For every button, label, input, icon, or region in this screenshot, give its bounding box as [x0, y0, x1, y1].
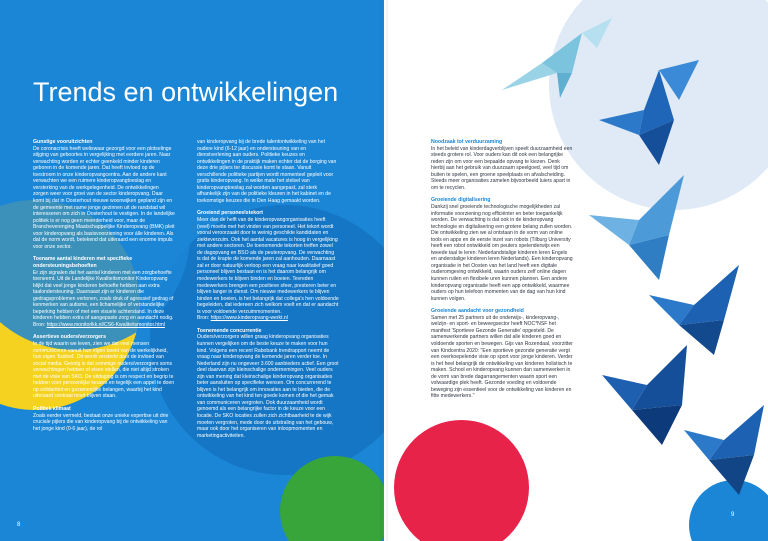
origami-bird-icon: [684, 405, 768, 495]
origami-bird-icon: [502, 18, 612, 98]
text-column-2: [197, 139, 339, 445]
paragraph: Samen met 25 partners uit de onderwijs-, kinderopvang-, welzijn- en sport- en beweegsector heeft NOC*NSF het manifest 'Sportieve Gezonde Generatie' opgesteld. De samenwerkende partners willen dat alle kinderen goed en voldoende sporten en bewegen. Gijs van Rozendaal, voorzitter van Kindcentra 2020: "Een sportieve gezonde generatie vergt een overkoepelende visie op sport voor jonge kinderen. Verder is het heel belangrijk de ontwikkeling van kinderen holistisch te maken. School en kinderopvang kunnen dan samenwerken in de vorm van brede dagarrangementen waarin sport een volwaardige plek heeft. Gezonde voeding en voldoende beweging zijn essentieel voor de ontwikkeling van kinderen en fitte medewerkers.": [431, 314, 573, 400]
page-number-left: 8: [17, 522, 21, 528]
paragraph: van kinderopvang bij de brede talentontwikkeling van het oudere kind (6-12 jaar) en ondersteuning van en dienstverlening aan ouders. Politieke keuzes en ontwikkelingen in de praktijk maken echter dat de borging van deze drie pijlers ter discussie komt te staan. Vanuit verschillende politieke partijen wordt momenteel gepleit voor gratis kinderopvang. In welke mate het stelsel van kinderopvangtoeslag zal worden aangepast, zal sterk afhankelijk zijn van de politieke kleuren in het kabinet en de toekomstige keuzes die in Den Haag gemaakt worden.: [197, 139, 337, 204]
origami-bird-icon: [599, 60, 709, 170]
paragraph: In het beleid van kinderdagverblijven speelt duurzaamheid een steeds grotere rol. Voor ouders kan dit ook een belangrijke reden zijn om voor een bepaalde opvang te kiezen. Denk hierbij aan het gebruik van duurzaam speelgoed, veel tijd om buiten te spelen, een groene speelplaats en afvalscheiding. Steeds meer organisaties zamelen bijvoorbeeld luiers apart in om te recyclen.: [431, 145, 573, 191]
paragraph: Meer dan de helft van de kinderopvangorganisaties heeft (veel) moeite met het vinden van personeel. Het tekort wordt vooral veroorzaakt door te weinig geschikte kandidaten en ziekteverzuim. Ook het aantal vacatures is hoog in vergelijking met andere sectoren. De toenemende tekorten treffen zowel de dagopvang en BSO als de peuteropvang. De verwachting is dat de krapte de komende jaren zal aanhouden. Daarnaast zal er door natuurlijk verloop een vraag naar kwalitatief goed personeel blijven bestaan en is het daarom belangrijk om medewerkers te blijven binden en boeien. Tevreden medewerkers brengen een positieve sfeer, presteren beter en blijven langer in dienst. Om nieuwe medewerkers te blijven binden en boeien, is het belangrijk dat collega's hen voldoende begeleiden, dat iedereen zich welkom voelt en dat er aandacht is voor voldoende verzuimmomenten. Bron: https://www.kinderopvang-werkt.nl: [197, 217, 339, 322]
source-link-kinderopvang-werkt[interactable]: https://www.kinderopvang-werkt.nl: [210, 315, 288, 322]
heading-politiek-klimaat: Politiek klimaat: [33, 405, 71, 412]
right-page: [384, 0, 768, 541]
heading-gezondheid: Groeiende aandacht voor gezondheid: [431, 308, 524, 315]
text-column-1: [33, 139, 175, 438]
spine-shadow: [380, 0, 388, 541]
heading-personeelstekort: Groeiend personeelstekort: [197, 210, 264, 217]
paragraph: In de tijd waarin we leven, zien we dat veel mensen communiceren vanuit hun eigen beeld van de werkelijkheid, hun eigen 'bubbel'. Dit wordt versterkt door de invloed van social media. Gevolg is dat sommige ouders/verzorgers soms verwachtingen hebben of eisen stellen, die niet altijd stroken met de visie van SKO. De uitdaging is om respect en begrip te hebben voor persoonlijke keuzes en tegelijk een appel te doen op solidariteit en gezamenlijke belangen, waarbij het kind uiteraard centraal moet blijven staan.: [33, 341, 175, 400]
paragraph: Ouders/verzorgers willen graag kinderopvang organisaties kunnen vergelijken om de beste keuze te maken voor hun kind. Volgens een recent Rabobank trendrapport neemt de vraag naar kinderopvang de komende jaren verder toe. In Nederland zijn nu ongeveer 3.600 aanbieders actief. Een groot deel daarvan zijn kleinschalige ondernemingen. Veel ouders zijn van mening dat kleinschalige kinderopvang organisaties beter aansluiten op specifieke wensen. Om concurrerend te blijven is het belangrijk om innovaties aan te bieden, die de ontwikkeling van het kind ten goede komen of die het gemak van communiceren vergroten. Ook duurzaamheid wordt genoemd als een belangrijke factor in de keuze voor een locatie. De SKO locaties zullen zich zichtbaarheid te de wijk moeten vergroten, mede door de uitstraling van het gebouw, maar ook door het organiseren van inloopmomenten en marketingactiviteiten.: [197, 334, 339, 439]
text-column-3: [431, 139, 573, 406]
paragraph: Er zijn signalen dat het aantal kinderen met een zorgbehoefte toeneemt. Uit de Landelijke Kwaliteitsmonitor Kinderopvang blijkt dat veel jonge kinderen behoefte hebben aan extra taalondersteuning. Daarnaast zijn er kinderen die gedragsproblemen vertonen, zoals druk of agressief gedrag of kenmerken van autisme, een lichamelijke of verstandelijke beperking hebben of met een visuele achterstand. In deze kinderen hebben extra of aangepaste zorg en aandacht nodig. Bron: https://www.monitorlkk.nl/CS6-Kwaliteitsmonitor.html: [33, 269, 174, 328]
heading-concurrentie: Toenemende concurrentie: [197, 327, 262, 334]
paragraph: De coronacrisis heeft weliswaar gezorgd voor een plotselinge stijging van geboortes in vergelijking met eerdere jaren. Naar verwachting worden er echter geenkeld minder kinderen geboren in de komende jaren. Dat heeft invloed op de toestroom in onze kinderopvangcentra. Aan de andere kant verwachten we een ruimere kinderopvangtoeslag en versterking van de werkgelegenheid. De ontwikkelingen zorgen weer voor groei van de sector kinderopvang. Daar komt bij dat in Oosterhout nieuwe woonwijken gepland zijn en de gemeente met name jonge gezinnen uit de randstad wil interesseren om zich in Oosterhout te vestigen. In de landelijke politiek is er nog geen meerderheid voor, maar de Brancheverenging Maatschappelijke Kinderopvang (BMK) pleit voor kinderopvang als basisvoorziening voor álle kinderen. Als dat de norm wordt, betekend dat uiteraard een enorme impuls voor onze sector.: [33, 145, 175, 250]
decor-circle-red: [394, 420, 529, 541]
heading-gunstige-vooruitzichten: Gunstige vooruitzichten: [33, 139, 93, 145]
heading-assertieve-ouders: Assertieve ouders/verzorgers: [33, 334, 106, 341]
origami-bird-icon: [649, 265, 749, 355]
heading-specifieke-ondersteuning: Toename aantal kinderen met specifieke ondersteuningsbehoeften: [33, 256, 133, 269]
paragraph: Dankzij snel groeiende technologische mogelijkheden zal informatie voorziening nog efficiënter en beter toegankelijk worden. De verwachting is dat ook in de kinderopvang technologie en digitalisering een grotere belang zullen worden. Die ontwikkeling zien we al ontstaan in de vorm van online tools en apps en de eerste inzet van robots (Tilburg University heeft een robot ontwikkeld om peuters spelenderwijs een tweede taal te leren: Nederlandstalige kinderen leren Engels en anderstalige kinderen leren Nederlands). Een kinderopvang organisatie in het Oosten van het land heeft een digitale ouderomgeving ontwikkeld, waarin ouders zelf online dagen kunnen ruilen en flexibele uren kunnen plannen. Een andere kinderopvang organisatie heeft een app ontwikkeld, waarmee ouders op hun telefoon momenten van de dag van hun kind kunnen volgen.: [431, 204, 573, 302]
page-number-right: 9: [731, 512, 735, 518]
page-title: Trends en ontwikkelingen: [33, 77, 339, 108]
source-link-monitor[interactable]: https://www.monitorlkk.nl/CS6-Kwaliteitsmonitor.html: [46, 321, 165, 328]
paragraph: Zoals eerder vermeld, bestaat onze unieke expertise uit drie cruciale pijlers die van kinderopvang bij de ontwikkeling van het jonge kind (0-6 jaar), de rol: [33, 412, 169, 432]
heading-digitalisering: Groeiende digitalisering: [431, 197, 491, 204]
heading-verduurzaming: Noodzaak tot verduurzaming: [431, 139, 503, 145]
